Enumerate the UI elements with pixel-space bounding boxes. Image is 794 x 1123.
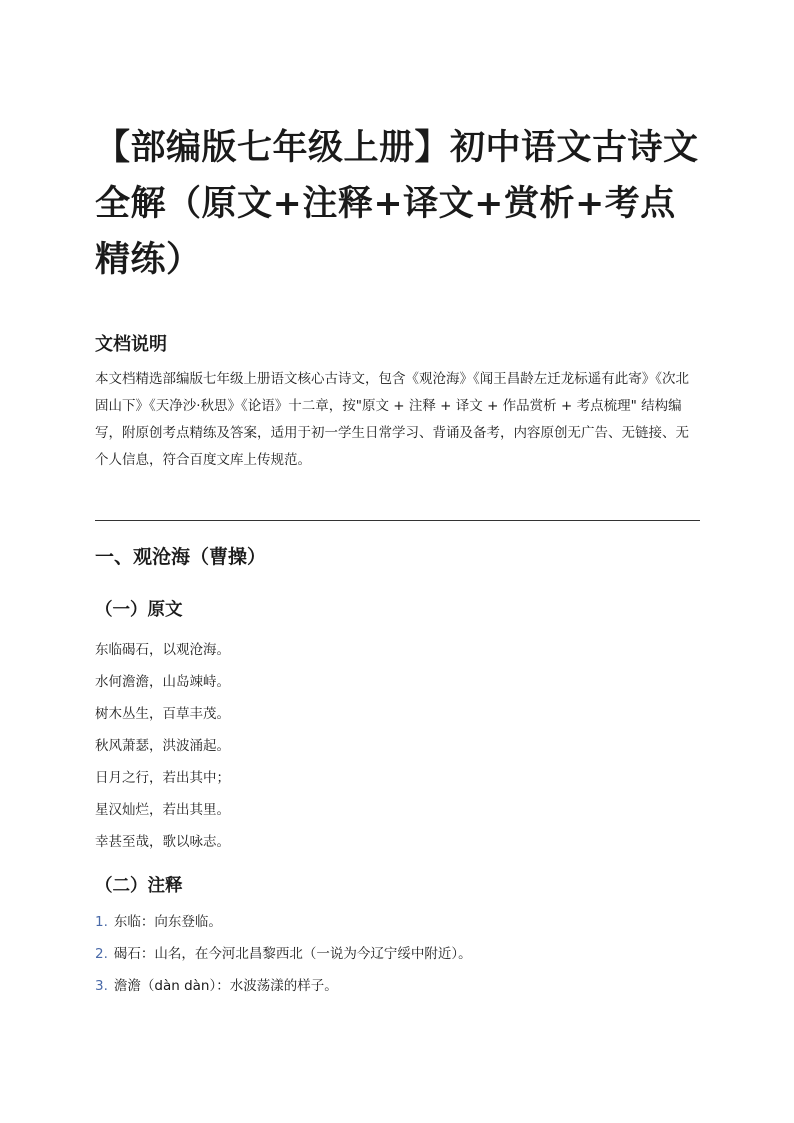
notes-heading: （二）注释 [95, 876, 183, 896]
note-number: 1. [95, 914, 108, 930]
note-item [95, 970, 472, 1002]
section-heading: 一、观沧海（曹操） [95, 546, 267, 568]
poem-line: 星汉灿烂，若出其里。 [95, 802, 230, 818]
note-number: 3. [95, 978, 108, 994]
document-title: 【部编版七年级上册】初中语文古诗文全解（原文+注释+译文+赏析+考点精练） [95, 128, 699, 280]
note-item [95, 938, 472, 970]
note-text: 澹澹（dàn dàn）：水波荡漾的样子。 [113, 978, 338, 994]
poem-line: 水何澹澹，山岛竦峙。 [95, 674, 230, 690]
description-text: 本文档精选部编版七年级上册语文核心古诗文，包含《观沧海》《闻王昌龄左迁龙标遥有此寄》《次北固山下》《天净沙·秋思》《论语》十二章，按"原文 + 注释 + 译文 + 作品赏析 + 考点梳理" 结构编写，附原创考点精练及答案，适用于初一学生日常学习、背诵及备考，内容原创无广告、无链接、无个人信息，符合百度文库上传规范。 [95, 371, 689, 468]
poem-line: 树木丛生，百草丰茂。 [95, 706, 230, 722]
original-text-heading: （一）原文 [95, 600, 183, 620]
section-divider [95, 520, 700, 521]
note-item [95, 906, 472, 938]
poem-line: 秋风萧瑟，洪波涌起。 [95, 738, 230, 754]
note-number: 2. [95, 946, 108, 962]
note-text: 东临：向东登临。 [113, 914, 222, 930]
poem-line: 东临碣石，以观沧海。 [95, 642, 230, 658]
description-heading: 文档说明 [95, 334, 167, 355]
note-text: 碣石：山名，在今河北昌黎西北（一说为今辽宁绥中附近）。 [113, 946, 472, 962]
poem-line: 日月之行，若出其中； [95, 770, 230, 786]
notes-list [95, 906, 472, 1002]
poem-line: 幸甚至哉，歌以咏志。 [95, 834, 230, 850]
poem-lines [95, 634, 230, 858]
document-page [95, 120, 700, 994]
